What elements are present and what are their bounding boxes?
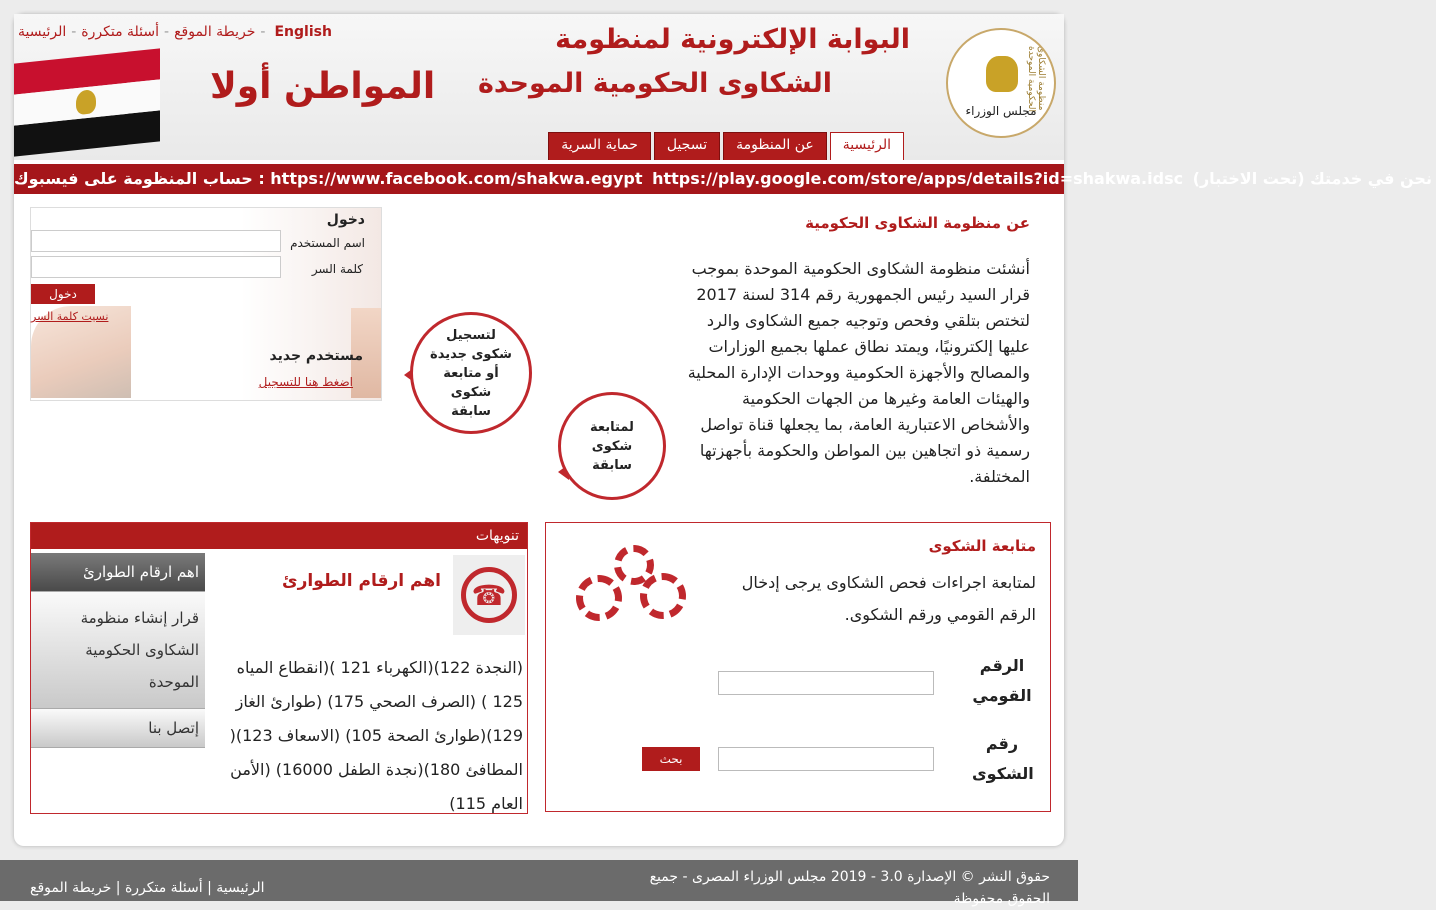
login-title: دخول xyxy=(326,212,365,228)
site-footer xyxy=(0,860,1078,907)
password-input[interactable] xyxy=(31,256,281,278)
page-frame xyxy=(14,14,1432,846)
footer-links[interactable]: الرئيسية | أسئلة متكررة | خريطة الموقع xyxy=(30,880,265,896)
tab-privacy[interactable]: حماية السرية xyxy=(548,132,651,162)
logo-ring-text: منظومة الشكاوى الحكومية الموحدة xyxy=(1026,46,1046,112)
register-complaint-circle[interactable] xyxy=(410,312,532,434)
national-id-label: الرقم القومي xyxy=(972,656,1032,705)
tracking-description: لمتابعة اجراءات فحص الشكاوى يرجى إدخال الرقم القومي ورقم الشكوى. xyxy=(741,573,1036,624)
password-label: كلمة السر xyxy=(311,262,363,276)
ticker-label: نحن في خدمتك (تحت الاختبار) xyxy=(1192,169,1432,188)
cabinet-logo[interactable] xyxy=(946,28,1056,138)
english-link[interactable]: English xyxy=(274,24,332,40)
complaint-number-label: رقم الشكوى xyxy=(972,734,1034,783)
announcements-box xyxy=(30,522,528,814)
menu-emergency-numbers[interactable]: اهم ارقام الطوارئ xyxy=(31,553,205,592)
home-link[interactable]: الرئيسية xyxy=(18,24,67,40)
national-id-input[interactable] xyxy=(718,671,934,695)
login-button[interactable]: دخول xyxy=(31,284,95,304)
tracking-title: متابعة الشكوى xyxy=(928,537,1036,555)
tab-register[interactable]: تسجيل xyxy=(654,132,720,162)
tab-about[interactable]: عن المنظومة xyxy=(723,132,827,162)
about-text: أنشئت منظومة الشكاوى الحكومية الموحدة بموجب قرار السيد رئيس الجمهورية رقم 314 لسنة 2017 لتختص بتلقي وفحص وتوجيه جميع الشكاوى والرد عليها إلكترونيًا، ويمتد نطاق عملها بجميع الوزارات والمصالح والأجهزة الحكومية ووحدات الإدارة المحلية والهيئات العامة وغيرها من الجهات الحكومية والأشخاص الاعتبارية العامة، بما يجعلها قناة تواصل رسمية ذو اتجاهين بين المواطن والحكومة بأجهزتها المختلفة. xyxy=(687,259,1030,486)
username-label: اسم المستخدم xyxy=(290,236,365,250)
ticker-app-link: https://play.google.com/store/apps/details?id=shakwa.idsc xyxy=(652,169,1184,188)
follow-complaint-text: لمتابعة شكوى سابقة xyxy=(590,419,634,473)
register-complaint-text: لتسجيل شكوى جديدة أو متابعة شكوى سابقة xyxy=(430,327,512,419)
site-header xyxy=(14,14,1064,160)
site-title-line1: البوابة الإلكترونية لمنظومة xyxy=(555,24,910,55)
announcements-menu xyxy=(31,553,205,748)
menu-establishment-decree[interactable]: قرار إنشاء منظومة الشكاوى الحكومية الموحدة xyxy=(31,592,205,709)
top-links: خريطة الموقع-أسئلة متكررة-الرئيسية - English xyxy=(18,24,332,40)
search-button[interactable]: بحث xyxy=(642,747,700,771)
menu-contact-us[interactable]: إتصل بنا xyxy=(31,709,205,748)
logo-caption: مجلس الوزراء xyxy=(965,104,1037,118)
main-nav xyxy=(548,132,904,162)
eagle-icon xyxy=(986,56,1018,92)
login-box xyxy=(30,207,382,401)
copyright-text: حقوق النشر © الإصدارة 3.0 - 2019 مجلس الوزراء المصرى - جميع الحقوق محفوظة xyxy=(649,869,1050,907)
about-title: عن منظومة الشكاوى الحكومية xyxy=(805,214,1030,232)
username-input[interactable] xyxy=(31,230,281,252)
follow-complaint-circle[interactable] xyxy=(558,392,666,500)
site-title-line2: الشكاوى الحكومية الموحدة xyxy=(477,68,832,99)
complaint-tracking-box xyxy=(545,522,1051,812)
emergency-numbers-text: (النجدة 122)(الكهرباء 121 )(انقطاع المياه 125 ) (الصرف الصحي 175) (طوارئ الغاز 129)(طوارئ الصحة 105) (الاسعاف 123)( المطافئ 180)(نجدة الطفل 16000) (الأمن العام 115) xyxy=(229,658,523,813)
news-ticker[interactable] xyxy=(14,160,1432,194)
new-user-heading: مستخدم جديد xyxy=(269,348,363,364)
sitemap-link[interactable]: خريطة الموقع xyxy=(174,24,256,40)
tab-home[interactable]: الرئيسية xyxy=(830,132,904,162)
announcements-header: تنويهات xyxy=(31,523,527,549)
gears-icon xyxy=(576,545,688,633)
slogan: المواطن أولا xyxy=(210,66,436,107)
emergency-title: اهم ارقام الطوارئ xyxy=(282,571,441,591)
faq-link[interactable]: أسئلة متكررة xyxy=(81,24,160,40)
ticker-facebook: حساب المنظومة على فيسبوك : https://www.facebook.com/shakwa.egypt xyxy=(14,169,643,188)
register-link[interactable]: اضغط هنا للتسجيل xyxy=(258,375,353,389)
complaint-number-input[interactable] xyxy=(718,747,934,771)
phone-icon: ☎ xyxy=(453,555,525,635)
egypt-flag-icon xyxy=(14,48,160,157)
forgot-password-link[interactable]: نسيت كلمة السر xyxy=(31,310,109,323)
